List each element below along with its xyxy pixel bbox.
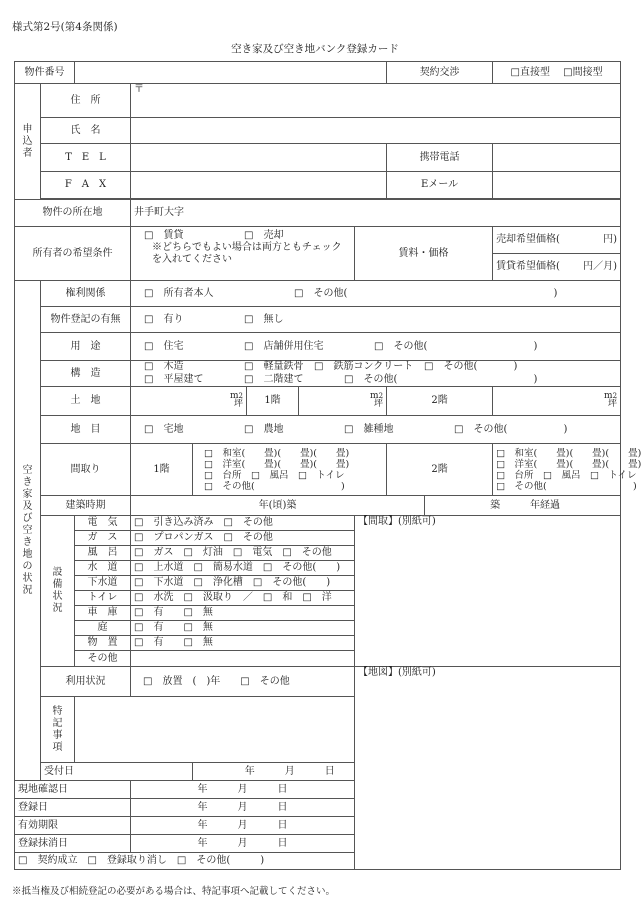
applicant-name-row — [15, 118, 621, 144]
built-elapsed-field[interactable]: 築 年経過 — [425, 496, 621, 516]
admin-row-date[interactable]: 年 月 日 — [193, 763, 387, 781]
equipment-value[interactable]: □ 水洗 □ 汲取り ／ □ 和 □ 洋 — [131, 591, 355, 606]
applicant-address-row — [15, 84, 621, 118]
structure-light-steel-checkbox[interactable]: □ 軽量鉄骨 — [244, 361, 304, 373]
usage-status-row — [15, 667, 621, 697]
owner-wish-note: ※どちらでもよい場合は両方ともチェックを入れてください — [152, 242, 342, 265]
usage-other-checkbox[interactable]: □ その他( — [374, 340, 428, 352]
equipment-label: 風 呂 — [75, 546, 131, 561]
equipment-value[interactable]: □ 上水道 □ 簡易水道 □ その他( ) — [131, 561, 355, 576]
registration-no-checkbox[interactable]: □ 無し — [244, 313, 284, 325]
structure-other1-checkbox[interactable]: □ その他( — [424, 361, 478, 373]
land-farmland-checkbox[interactable]: □ 農地 — [244, 423, 284, 435]
layout-label: 間取り — [41, 444, 131, 496]
equipment-label: 下水道 — [75, 576, 131, 591]
equipment-value[interactable] — [131, 651, 355, 667]
equipment-label: 庭 — [75, 621, 131, 636]
equipment-value[interactable]: □ ガス □ 灯油 □ 電気 □ その他 — [131, 546, 355, 561]
final-options[interactable]: □ 契約成立 □ 登録取り消し □ その他( ) — [15, 853, 355, 870]
map-box[interactable]: 【地図】(別紙可) — [355, 667, 621, 870]
land-floor1-field[interactable]: m2 坪 — [299, 387, 387, 416]
rights-row — [15, 281, 621, 307]
admin-row-label: 受付日 — [41, 763, 193, 781]
tel-field[interactable] — [131, 144, 387, 172]
usage-house-checkbox[interactable]: □ 住宅 — [144, 340, 184, 352]
owner-wish-options — [131, 227, 355, 281]
land-other-checkbox[interactable]: □ その他( — [454, 423, 508, 435]
built-row — [15, 496, 621, 516]
applicant-tel-row — [15, 144, 621, 172]
special-notes-field[interactable] — [75, 697, 387, 763]
contract-label: 契約交渉 — [387, 62, 493, 84]
equipment-value[interactable]: □ 有 □ 無 — [131, 636, 355, 651]
contract-direct-checkbox[interactable]: □直接型 — [510, 66, 550, 78]
built-label: 建築時期 — [41, 496, 131, 516]
rent-price-field[interactable]: 賃貸希望価格( 円／月) — [493, 254, 621, 281]
built-year-field[interactable]: 年(頃)築 — [131, 496, 425, 516]
layout-floor1-options: □ 和室( 畳)( 畳)( 畳) □ 洋室( 畳)( 畳)( 畳) □ 台所 □ 風呂 □ トイレ □ その他( ) — [193, 444, 387, 496]
mobile-label: 携帯電話 — [387, 144, 493, 172]
admin-row-label: 現地確認日 — [15, 781, 131, 799]
equipment-label: ガ ス — [75, 531, 131, 546]
land-area-field[interactable]: m2 坪 — [131, 387, 247, 416]
admin-row-label: 有効期限 — [15, 817, 131, 835]
equipment-value[interactable]: □ プロパンガス □ その他 — [131, 531, 355, 546]
applicant-group-label: 申 込 者 — [15, 84, 41, 200]
form-title: 空き家及び空き地バンク登録カード — [231, 43, 399, 55]
structure-label: 構 造 — [41, 361, 131, 387]
structure-rc-checkbox[interactable]: □ 鉄筋コンクリート — [314, 361, 414, 373]
registration-row — [15, 307, 621, 333]
rent-option-checkbox[interactable]: □ 賃貸 — [144, 230, 184, 241]
usage-row — [15, 333, 621, 361]
admin-row-date[interactable]: 年 月 日 — [131, 835, 355, 853]
email-label: Eメール — [387, 172, 493, 199]
usage-status-label: 利用状況 — [41, 667, 131, 697]
status-group-label: 空 き 家 及 び 空 き 地 の 状 況 — [15, 281, 41, 781]
land-category-label: 地 目 — [41, 416, 131, 444]
admin-row-label: 登録日 — [15, 799, 131, 817]
owner-wish-label: 所有者の希望条件 — [15, 227, 131, 281]
contract-indirect-checkbox[interactable]: □間接型 — [563, 66, 603, 78]
mobile-field[interactable] — [493, 144, 621, 172]
postal-mark: 〒 — [134, 84, 144, 95]
land-misc-checkbox[interactable]: □ 雑種地 — [344, 423, 394, 435]
equipment-value[interactable]: □ 引き込み済み □ その他 — [131, 516, 355, 531]
usage-options: □ 住宅 □ 店舗併用住宅 □ その他( ) — [131, 333, 621, 361]
fax-field[interactable] — [131, 172, 387, 199]
registration-yes-checkbox[interactable]: □ 有り — [144, 313, 184, 325]
equipment-label: 水 道 — [75, 561, 131, 576]
special-notes-label: 特 記 事 項 — [41, 697, 75, 763]
sale-price-field[interactable]: 売却希望価格( 円) — [493, 227, 621, 254]
equipment-label: 物 置 — [75, 636, 131, 651]
rights-label: 権利関係 — [41, 281, 131, 307]
equipment-label: トイレ — [75, 591, 131, 606]
usage-status-options[interactable]: □ 放置 ( )年 □ その他 — [131, 667, 355, 697]
equipment-label: その他 — [75, 651, 131, 667]
registration-form-table — [14, 61, 641, 870]
property-number-row — [15, 62, 621, 84]
email-field[interactable] — [493, 172, 621, 199]
structure-wood-checkbox[interactable]: □ 木造 — [144, 361, 184, 373]
structure-two-story-checkbox[interactable]: □ 二階建て — [244, 373, 304, 385]
name-field[interactable] — [131, 118, 621, 144]
name-label: 氏 名 — [41, 118, 131, 144]
land-label: 土 地 — [41, 387, 131, 416]
land-floor2-field[interactable]: m2 坪 — [493, 387, 621, 416]
equipment-label: 電 気 — [75, 516, 131, 531]
admin-row-date[interactable]: 年 月 日 — [131, 817, 355, 835]
layout-floor2-label: 2階 — [387, 444, 493, 496]
equipment-group-label: 設 備 状 況 — [41, 516, 75, 667]
rights-other-checkbox[interactable]: □ その他( — [294, 287, 348, 299]
land-category-options: □ 宅地 □ 農地 □ 雑種地 □ その他( ) — [131, 416, 621, 444]
address-label: 住 所 — [41, 84, 131, 118]
form-number: 様式第2号(第4条関係) — [12, 21, 118, 33]
land-floor1-label: 1階 — [247, 387, 299, 416]
structure-other2-checkbox[interactable]: □ その他( — [344, 373, 398, 385]
fax-label: F A X — [41, 172, 131, 199]
location-row — [15, 200, 621, 227]
land-residential-checkbox[interactable]: □ 宅地 — [144, 423, 184, 435]
land-row — [15, 387, 621, 416]
structure-options-2: □ 平屋建て □ 二階建て □ その他( ) — [131, 374, 621, 387]
structure-options-1: □ 木造 □ 軽量鉄骨 □ 鉄筋コンクリート □ その他( ) — [131, 361, 621, 374]
equipment-value[interactable]: □ 有 □ 無 — [131, 621, 355, 636]
structure-row-1 — [15, 361, 621, 374]
land-floor2-label: 2階 — [387, 387, 493, 416]
equipment-value[interactable]: □ 有 □ 無 — [131, 606, 355, 621]
sale-option-checkbox[interactable]: □ 売却 — [244, 230, 284, 241]
rights-options: □ 所有者本人 □ その他( ) — [131, 281, 621, 307]
property-number-field[interactable] — [75, 62, 387, 84]
admin-row-label: 登録抹消日 — [15, 835, 131, 853]
price-label: 賃料・価格 — [355, 227, 493, 281]
address-field[interactable] — [131, 84, 621, 118]
footnote: ※抵当権及び相続登記の必要がある場合は、特記事項へ記載してください。 — [12, 886, 336, 897]
layout-floor2-options: □ 和室( 畳)( 畳)( 畳) □ 洋室( 畳)( 畳)( 畳) □ 台所 □ 風呂 □ トイレ □ その他( ) — [493, 444, 621, 496]
land-category-row — [15, 416, 621, 444]
applicant-fax-row — [15, 172, 621, 199]
admin-row-date[interactable]: 年 月 日 — [131, 799, 355, 817]
structure-flat-checkbox[interactable]: □ 平屋建て — [144, 373, 204, 385]
layout-floor1-label: 1階 — [131, 444, 193, 496]
rights-owner-checkbox[interactable]: □ 所有者本人 — [144, 287, 214, 299]
usage-store-checkbox[interactable]: □ 店舗併用住宅 — [244, 340, 324, 352]
registration-options — [131, 307, 621, 333]
equipment-row — [15, 516, 621, 531]
equipment-value[interactable]: □ 下水道 □ 浄化槽 □ その他( ) — [131, 576, 355, 591]
admin-row-date[interactable]: 年 月 日 — [131, 781, 355, 799]
tel-label: T E L — [41, 144, 131, 172]
location-label: 物件の所在地 — [15, 200, 131, 227]
registration-label: 物件登記の有無 — [41, 307, 131, 333]
property-number-label: 物件番号 — [15, 62, 75, 84]
location-field[interactable]: 井手町大字 — [131, 200, 621, 227]
floorplan-box[interactable]: 【間取】(別紙可) — [355, 516, 621, 667]
equipment-label: 車 庫 — [75, 606, 131, 621]
owner-wish-row-1 — [15, 227, 621, 254]
usage-label: 用 途 — [41, 333, 131, 361]
contract-options — [493, 62, 621, 84]
layout-row — [15, 444, 621, 496]
